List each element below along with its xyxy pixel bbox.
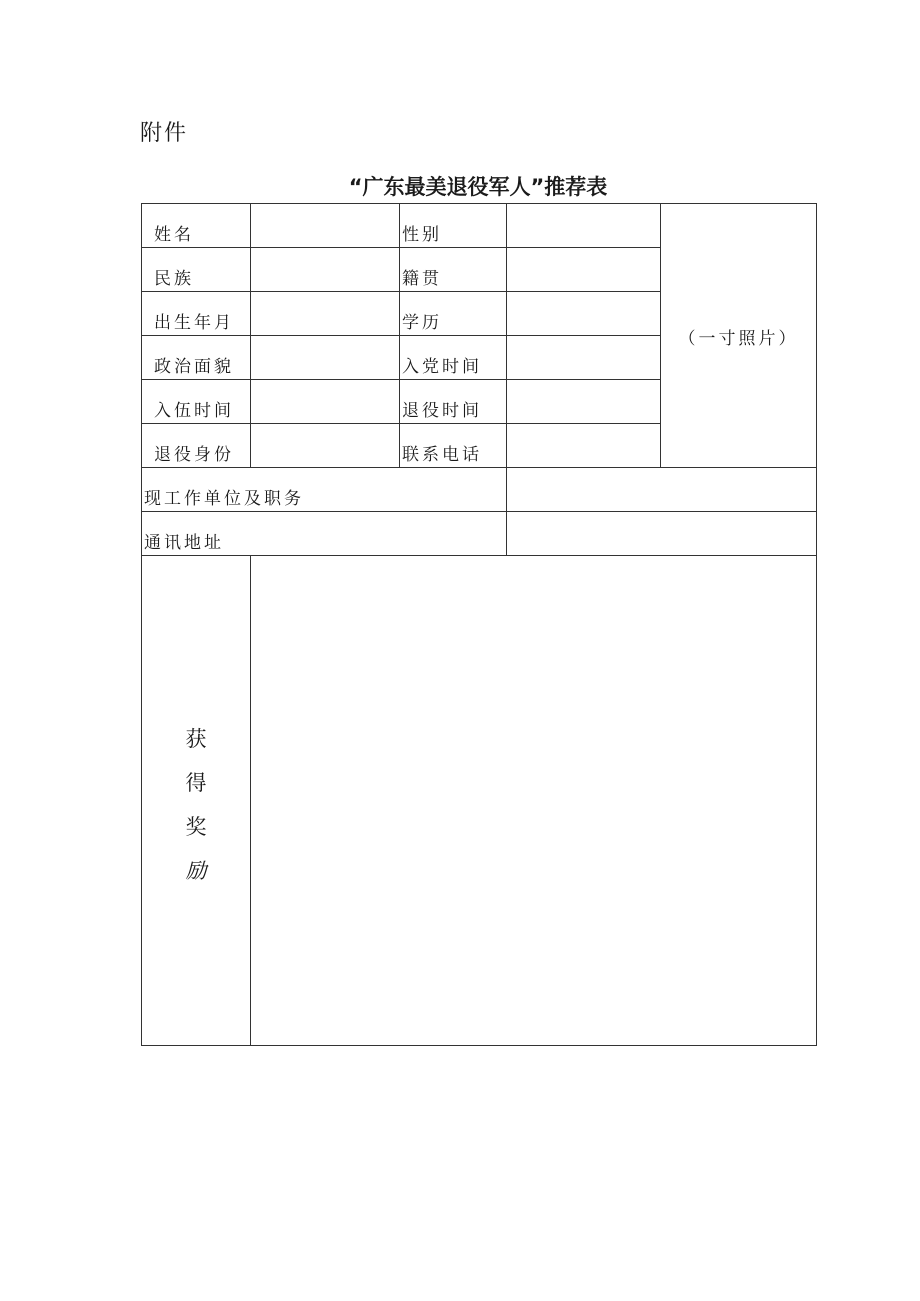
retire-date-label: 退役时间 xyxy=(400,380,507,424)
form-row-awards xyxy=(142,556,817,1046)
form-row-address xyxy=(142,512,817,556)
awards-label-char: 获 xyxy=(185,726,207,751)
work-unit-field[interactable] xyxy=(507,468,817,512)
address-field[interactable] xyxy=(507,512,817,556)
attachment-label: 附件 xyxy=(140,121,189,146)
phone-field[interactable] xyxy=(507,424,661,468)
birth-date-label: 出生年月 xyxy=(142,292,251,336)
form-row-name xyxy=(142,204,817,248)
ethnicity-field[interactable] xyxy=(251,248,400,292)
awards-field[interactable] xyxy=(251,556,817,1046)
education-field[interactable] xyxy=(507,292,661,336)
awards-label-char: 励 xyxy=(185,858,207,883)
political-status-field[interactable] xyxy=(251,336,400,380)
name-field[interactable] xyxy=(251,204,400,248)
form-row-work-unit xyxy=(142,468,817,512)
party-join-date-label: 入党时间 xyxy=(400,336,507,380)
veteran-identity-label: 退役身份 xyxy=(142,424,251,468)
political-status-label: 政治面貌 xyxy=(142,336,251,380)
enlist-date-label: 入伍时间 xyxy=(142,380,251,424)
work-unit-label: 现工作单位及职务 xyxy=(142,468,507,512)
gender-label: 性别 xyxy=(400,204,507,248)
education-label: 学历 xyxy=(400,292,507,336)
recommendation-form-table xyxy=(141,203,817,1046)
enlist-date-field[interactable] xyxy=(251,380,400,424)
native-place-field[interactable] xyxy=(507,248,661,292)
gender-field[interactable] xyxy=(507,204,661,248)
birth-date-field[interactable] xyxy=(251,292,400,336)
awards-label-char: 奖 xyxy=(185,814,207,839)
party-join-date-field[interactable] xyxy=(507,336,661,380)
photo-box[interactable] xyxy=(661,204,817,468)
ethnicity-label: 民族 xyxy=(142,248,251,292)
address-label: 通讯地址 xyxy=(142,512,507,556)
awards-label-cell xyxy=(142,556,251,1046)
form-title: “广东最美退役军人”推荐表 xyxy=(348,175,608,199)
veteran-identity-field[interactable] xyxy=(251,424,400,468)
awards-label xyxy=(186,717,207,893)
name-label: 姓名 xyxy=(142,204,251,248)
photo-placeholder-text: （一寸照片） xyxy=(678,329,799,349)
retire-date-field[interactable] xyxy=(507,380,661,424)
native-place-label: 籍贯 xyxy=(400,248,507,292)
awards-label-char: 得 xyxy=(185,770,207,795)
phone-label: 联系电话 xyxy=(400,424,507,468)
